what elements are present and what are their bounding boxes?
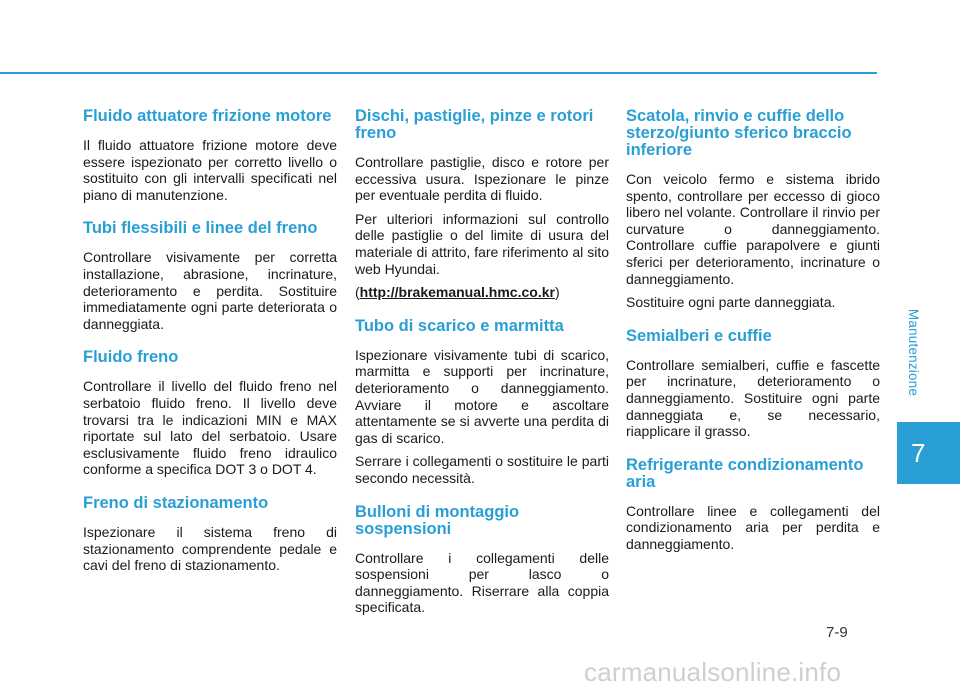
section-text: Ispezionare visivamente tubi di scarico, marmitta e supporti per incrinature, deterioramento o danneggiamento. Avviare il motore e ascoltare attentamente se si avverte una perdita di gas di scarico. [355, 346, 609, 446]
page-number: 7-9 [826, 624, 848, 641]
link-open-paren: ( [355, 284, 360, 301]
section-text: Controllare il livello del fluido freno nel serbatoio fluido freno. Il livello deve trovarsi tra le indicazioni MIN e MAX riportate sul lato del serbatoio. Usare esclusivamente fluido freno idraulico conforme a specifica DOT 3 o DOT 4. [83, 378, 337, 478]
section-steering [626, 108, 880, 311]
link-line [355, 284, 609, 301]
chapter-number: 7 [911, 437, 926, 468]
chapter-label-text: Manutenzione [906, 308, 922, 396]
section-ac-refrigerant [626, 457, 880, 553]
section-title: Tubi flessibili e linee del freno [83, 219, 318, 238]
section-text: Controllare visivamente per corretta installazione, abrasione, incrinature, deterioramento e perdita. Sostituire immediatamente ogni parte deteriorata o danneggiata. [83, 249, 337, 332]
section-text: Ispezionare il sistema freno di stazionamento comprendente pedale e cavi del freno di stazionamento. [83, 523, 337, 574]
section-clutch-fluid [83, 108, 337, 203]
section-title: Bulloni di montaggio sospensioni [355, 502, 520, 538]
section-title: Semialberi e cuffie [626, 326, 772, 345]
section-text: Il fluido attuatore frizione motore deve essere ispezionato per corretto livello o sostituito con gli intervalli specificati nel piano di manutenzione. [83, 137, 337, 203]
section-title: Dischi, pastiglie, pinze e rotori freno [355, 107, 594, 142]
section-text: Serrare i collegamenti o sostituire le parti secondo necessità. [355, 453, 609, 486]
section-text: Per ulteriori informazioni sul controllo delle pastiglie o del limite di usura del materiale di attrito, fare riferimento al sito web Hyundai. [355, 210, 609, 277]
section-text: Sostituire ogni parte danneggiata. [626, 294, 836, 311]
section-exhaust [355, 318, 609, 487]
section-text: Controllare i collegamenti delle sospensioni per lasco o danneggiamento. Riserrare alla coppia specificata. [355, 549, 609, 616]
section-text: Con veicolo fermo e sistema ibrido spento, controllare per eccesso di gioco libero nel volante. Controllare il rinvio per curvature o danneggiamento. Controllare cuffie parapolvere e giunti sferici per deterioramento, incrinature o danneggiamento. [626, 171, 880, 287]
section-text: Controllare linee e collegamenti del condizionamento aria per perdita e danneggiamento. [626, 502, 880, 552]
section-title: Freno di stazionamento [83, 493, 269, 512]
section-text: Controllare pastiglie, disco e rotore per eccessiva usura. Ispezionare le pinze per eventuale perdita di fluido. [355, 154, 609, 204]
section-title: Refrigerante condizionamento aria [626, 455, 864, 491]
column-2 [355, 108, 609, 633]
section-title: Tubo di scarico e marmitta [355, 316, 564, 335]
section-parking-brake [83, 495, 337, 574]
chapter-tab [897, 422, 960, 484]
column-1 [83, 108, 337, 591]
section-brake-fluid [83, 349, 337, 478]
brake-manual-link[interactable]: http://brakemanual.hmc.co.kr [359, 284, 555, 301]
section-brake-discs [355, 108, 609, 301]
watermark: carmanualsonline.info [584, 657, 842, 687]
section-drive-shafts [626, 328, 880, 440]
link-close-paren: ) [554, 284, 560, 301]
chapter-label [897, 292, 931, 412]
column-3 [626, 108, 880, 570]
section-suspension-bolts [355, 504, 609, 616]
header-rule [0, 72, 877, 74]
section-title: Fluido attuatore frizione motore [83, 107, 332, 125]
section-title: Scatola, rinvio e cuffie dello sterzo/giunto sferico braccio inferiore [626, 107, 852, 159]
section-brake-hoses [83, 220, 337, 332]
section-text: Controllare semialberi, cuffie e fascette per incrinature, deterioramento o danneggiamento. Sostituire ogni parte danneggiata e, se necessario, riapplicare il grasso. [626, 356, 880, 440]
section-title: Fluido freno [83, 348, 179, 367]
